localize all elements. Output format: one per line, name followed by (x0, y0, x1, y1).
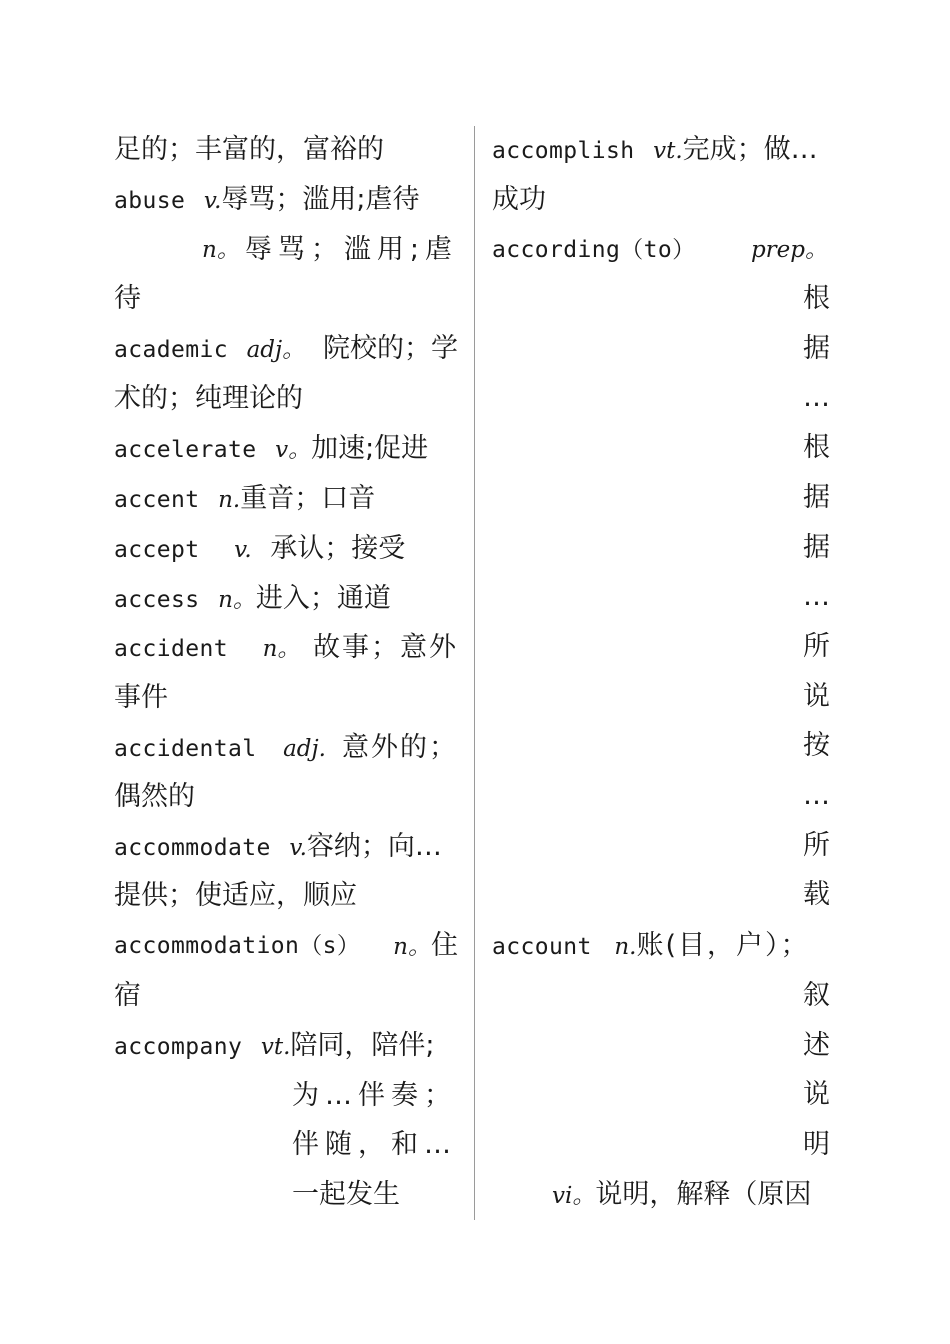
continuation-line: 待 (114, 283, 141, 314)
definition-char: 根 (803, 432, 830, 463)
headword: access (114, 587, 200, 613)
continuation-line: 宿 (114, 980, 141, 1011)
headword: abuse (114, 188, 186, 214)
entry-accidental (114, 733, 458, 764)
definition: 账(目，户）； (636, 930, 810, 961)
part-of-speech: adj. (283, 736, 326, 762)
definition-char: 根 (803, 283, 830, 314)
entry-access (114, 584, 391, 615)
headword: accomplish (492, 138, 635, 164)
definition: 加速;促进 (311, 433, 429, 464)
continuation-line: 事件 (114, 682, 168, 713)
definition: 容纳；向… (306, 831, 442, 862)
definition-char: 述 (803, 1030, 830, 1061)
entry-accent (114, 484, 375, 515)
definition: 承认；接受 (270, 533, 406, 564)
definition-char: 载 (803, 879, 830, 910)
headword: accommodate (114, 835, 271, 861)
continuation-line: 偶然的 (114, 781, 195, 812)
part-of-speech: n. (614, 934, 637, 960)
entry-account-vi (552, 1180, 811, 1211)
continuation-line: 足的；丰富的，富裕的 (114, 134, 384, 165)
headword: accident (114, 636, 228, 662)
definition: 辱骂；滥用;虐待 (221, 184, 420, 215)
entry-academic (114, 334, 458, 365)
definition-char: 据 (803, 482, 830, 513)
part-of-speech: n。 (218, 587, 256, 613)
entry-accept (114, 534, 405, 565)
definition: 故事；意外 (313, 632, 458, 663)
entry-accelerate (114, 434, 428, 465)
definition-char: 说 (803, 1079, 830, 1110)
part-of-speech: n。 (393, 934, 431, 960)
definition-char: 所 (803, 631, 830, 662)
headword: accompany (114, 1034, 243, 1060)
headword: account (492, 934, 592, 960)
definition-char: 按 (803, 730, 830, 761)
definition-char: … (803, 581, 830, 612)
definition: 院校的；学 (323, 333, 458, 364)
part-of-speech: n。 (262, 636, 301, 662)
definition: 说明，解释（原因 (595, 1179, 812, 1210)
definition-char: 说 (803, 681, 830, 712)
part-of-speech: n。 (202, 237, 240, 263)
continuation-line: 为…伴奏； (292, 1080, 457, 1111)
definition-char: 据 (803, 532, 830, 563)
definition-char: 据 (803, 333, 830, 364)
entry-accompany (114, 1031, 435, 1062)
part-of-speech: vi。 (552, 1183, 596, 1209)
column-divider (474, 126, 475, 1220)
part-of-speech: n. (218, 487, 241, 513)
definition: 辱骂；滥用;虐 (244, 234, 458, 265)
entry-sense-line (202, 235, 458, 265)
headword: accept (114, 537, 200, 563)
headword: accelerate (114, 437, 257, 463)
entry-accommodation (114, 931, 458, 962)
definition: 意外的； (342, 732, 458, 763)
part-of-speech: v. (203, 188, 222, 214)
continuation-line: 术的；纯理论的 (114, 383, 303, 414)
definition-char: 明 (803, 1129, 830, 1160)
continuation-line: 伴随，和… (292, 1129, 457, 1160)
headword: according（to） (492, 237, 696, 263)
entry-account (492, 931, 810, 962)
part-of-speech: prep。 (750, 237, 828, 263)
entry-accomplish (492, 135, 818, 166)
part-of-speech: vt. (653, 138, 683, 164)
definition-char: … (803, 780, 830, 811)
part-of-speech: adj。 (246, 337, 306, 363)
definition: 住 (431, 930, 458, 961)
part-of-speech: v. (234, 537, 252, 563)
definition: 完成；做… (682, 134, 818, 165)
continuation-line: 提供；使适应，顺应 (114, 880, 357, 911)
definition-char: 所 (803, 830, 830, 861)
definition-char: … (803, 382, 830, 413)
entry-accident (114, 633, 458, 664)
headword: accidental (114, 736, 257, 762)
definition-char: 叙 (803, 980, 830, 1011)
headword: accent (114, 487, 200, 513)
part-of-speech: v. (289, 835, 307, 861)
headword: academic (114, 337, 228, 363)
part-of-speech: v。 (275, 437, 312, 463)
definition: 陪同，陪伴; (290, 1030, 435, 1061)
part-of-speech: vt. (260, 1034, 291, 1060)
entry-abuse (114, 185, 420, 216)
entry-accommodate (114, 832, 442, 863)
continuation-line: 成功 (492, 184, 546, 215)
definition: 重音；口音 (240, 483, 376, 514)
headword: accommodation（s） (114, 933, 361, 959)
continuation-line: 一起发生 (292, 1179, 400, 1210)
definition: 进入；通道 (255, 583, 391, 614)
entry-according (492, 235, 828, 265)
